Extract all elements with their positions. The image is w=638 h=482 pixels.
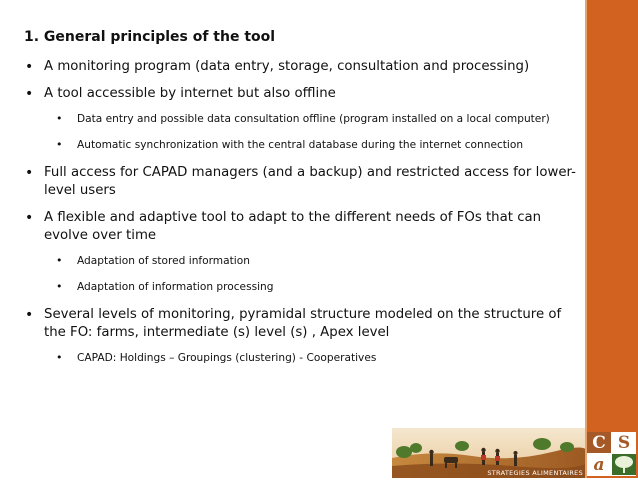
bullet-item: • Several levels of monitoring, pyramidal structure modeled on the structure of the FO: farms, intermediate (s) level (s) , Apex level — [24, 306, 580, 342]
sub-bullet-item: • Adaptation of information processing — [24, 280, 580, 294]
bullet-item: • A monitoring program (data entry, storage, consultation and processing) — [24, 58, 580, 76]
slide-title: 1. General principles of the tool — [24, 29, 276, 45]
sub-bullet-item: • CAPAD: Holdings – Groupings (clustering) - Cooperatives — [24, 351, 580, 365]
bullet-item: • Full access for CAPAD managers (and a backup) and restricted access for lower-level users — [24, 164, 580, 200]
logo-letter-a: a — [587, 454, 611, 475]
bullet-list — [24, 58, 580, 365]
bullet-item: • A tool accessible by internet but also offline — [24, 85, 580, 103]
accent-band — [585, 0, 638, 478]
accent-band-edge — [585, 0, 587, 478]
logo-tree-icon — [612, 454, 636, 475]
logo-letter-c: C — [587, 432, 611, 453]
sub-bullet-item: • Automatic synchronization with the central database during the internet connection — [24, 138, 580, 152]
slide-content — [24, 28, 580, 377]
logo-letter-s: S — [612, 432, 636, 453]
sub-bullet-item: • Data entry and possible data consultation offline (program installed on a local computer) — [24, 112, 580, 126]
farming-mural-illustration — [392, 428, 585, 478]
csa-logo — [587, 432, 636, 476]
mural-caption: STRATEGIES ALIMENTAIRES — [487, 469, 583, 477]
bullet-item: • A flexible and adaptive tool to adapt to the different needs of FOs that can evolve over time — [24, 209, 580, 245]
sub-bullet-item: • Adaptation of stored information — [24, 254, 580, 268]
